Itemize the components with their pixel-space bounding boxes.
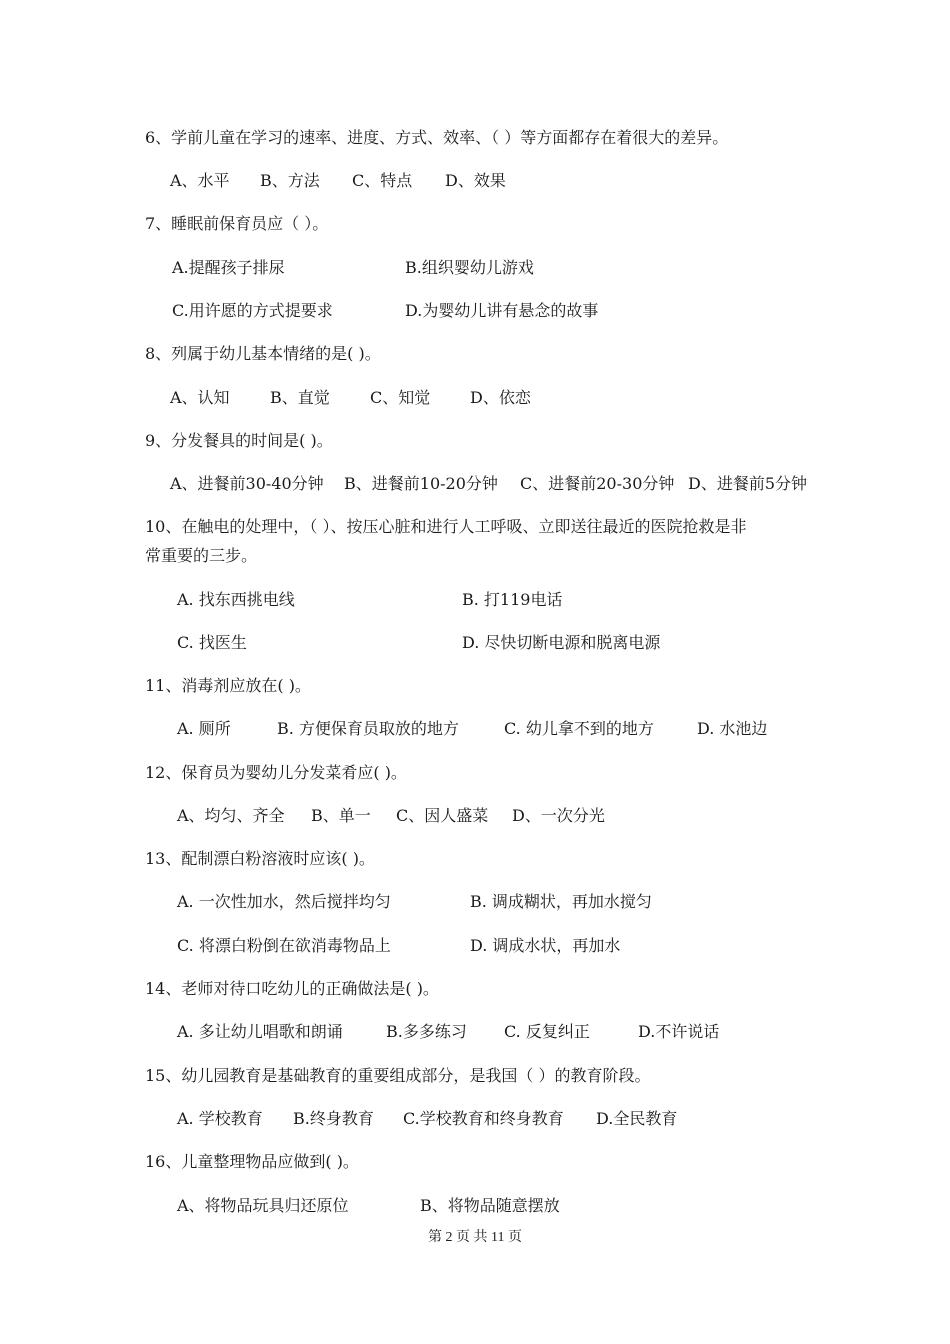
option-a: A. 多让幼儿唱歌和朗诵 bbox=[177, 1022, 343, 1041]
option-c: C.用许愿的方式提要求 bbox=[172, 301, 333, 320]
option-b: B. 打119电话 bbox=[462, 590, 563, 609]
option-c: C、因人盛菜 bbox=[396, 806, 489, 825]
option-a: A、进餐前30-40分钟 bbox=[170, 474, 324, 493]
option-c: C、特点 bbox=[352, 171, 413, 190]
question-11-stem: 11、消毒剂应放在( )。 bbox=[145, 676, 311, 695]
option-d: D、依恋 bbox=[470, 388, 531, 407]
question-13-stem: 13、配制漂白粉溶液时应该( )。 bbox=[145, 849, 375, 868]
option-c: C、进餐前20-30分钟 bbox=[520, 474, 675, 493]
option-a: A、将物品玩具归还原位 bbox=[177, 1196, 349, 1215]
option-b: B. 方便保育员取放的地方 bbox=[277, 719, 459, 738]
option-b: B、将物品随意摆放 bbox=[420, 1196, 560, 1215]
option-b: B.组织婴幼儿游戏 bbox=[405, 258, 534, 277]
option-d: D. 尽快切断电源和脱离电源 bbox=[462, 633, 661, 652]
question-14-stem: 14、老师对待口吃幼儿的正确做法是( )。 bbox=[145, 979, 439, 998]
option-d: D.全民教育 bbox=[596, 1109, 678, 1128]
question-8-stem: 8、列属于幼儿基本情绪的是( )。 bbox=[145, 344, 381, 363]
question-6-stem: 6、学前儿童在学习的速率、进度、方式、效率、（ ）等方面都存在着很大的差异。 bbox=[145, 128, 729, 147]
option-d: D. 调成水状，再加水 bbox=[470, 936, 621, 955]
question-15-stem: 15、幼儿园教育是基础教育的重要组成部分，是我国（ ）的教育阶段。 bbox=[145, 1066, 651, 1085]
option-b: B.多多练习 bbox=[386, 1022, 467, 1041]
option-b: B. 调成糊状，再加水搅匀 bbox=[470, 892, 652, 911]
option-d: D、一次分光 bbox=[512, 806, 605, 825]
option-a: A. 厕所 bbox=[177, 719, 231, 738]
option-a: A、水平 bbox=[170, 171, 230, 190]
question-7-stem: 7、睡眠前保育员应（ ）。 bbox=[145, 214, 329, 233]
option-b: B、方法 bbox=[260, 171, 320, 190]
option-c: C、知觉 bbox=[370, 388, 431, 407]
option-d: D、效果 bbox=[445, 171, 506, 190]
option-c: C. 反复纠正 bbox=[504, 1022, 590, 1041]
option-d: D.为婴幼儿讲有悬念的故事 bbox=[405, 301, 599, 320]
question-10-stem: 10、在触电的处理中，（ ）、按压心脏和进行人工呼吸、立即送往最近的医院抢救是非 bbox=[145, 517, 747, 536]
option-a: A. 一次性加水，然后搅拌均匀 bbox=[177, 892, 391, 911]
option-a: A.提醒孩子排尿 bbox=[172, 258, 285, 277]
option-c: C. 将漂白粉倒在欲消毒物品上 bbox=[177, 936, 391, 955]
option-b: B、单一 bbox=[311, 806, 371, 825]
option-d: D、进餐前5分钟 bbox=[688, 474, 808, 493]
option-d: D. 水池边 bbox=[697, 719, 768, 738]
option-a: A、认知 bbox=[170, 388, 230, 407]
option-a: A. 找东西挑电线 bbox=[177, 590, 295, 609]
question-10-stem-continued: 常重要的三步。 bbox=[145, 546, 258, 565]
option-a: A. 学校教育 bbox=[177, 1109, 263, 1128]
question-9-stem: 9、分发餐具的时间是( )。 bbox=[145, 431, 333, 450]
option-b: B、进餐前10-20分钟 bbox=[344, 474, 498, 493]
option-c: C. 幼儿拿不到的地方 bbox=[504, 719, 654, 738]
option-c: C.学校教育和终身教育 bbox=[403, 1109, 564, 1128]
page-footer: 第 2 页 共 11 页 bbox=[428, 1230, 522, 1245]
question-16-stem: 16、儿童整理物品应做到( )。 bbox=[145, 1152, 359, 1171]
option-c: C. 找医生 bbox=[177, 633, 247, 652]
question-12-stem: 12、保育员为婴幼儿分发菜肴应( )。 bbox=[145, 763, 407, 782]
option-b: B.终身教育 bbox=[293, 1109, 374, 1128]
option-b: B、直觉 bbox=[270, 388, 330, 407]
option-d: D.不许说话 bbox=[638, 1022, 720, 1041]
option-a: A、均匀、齐全 bbox=[177, 806, 285, 825]
